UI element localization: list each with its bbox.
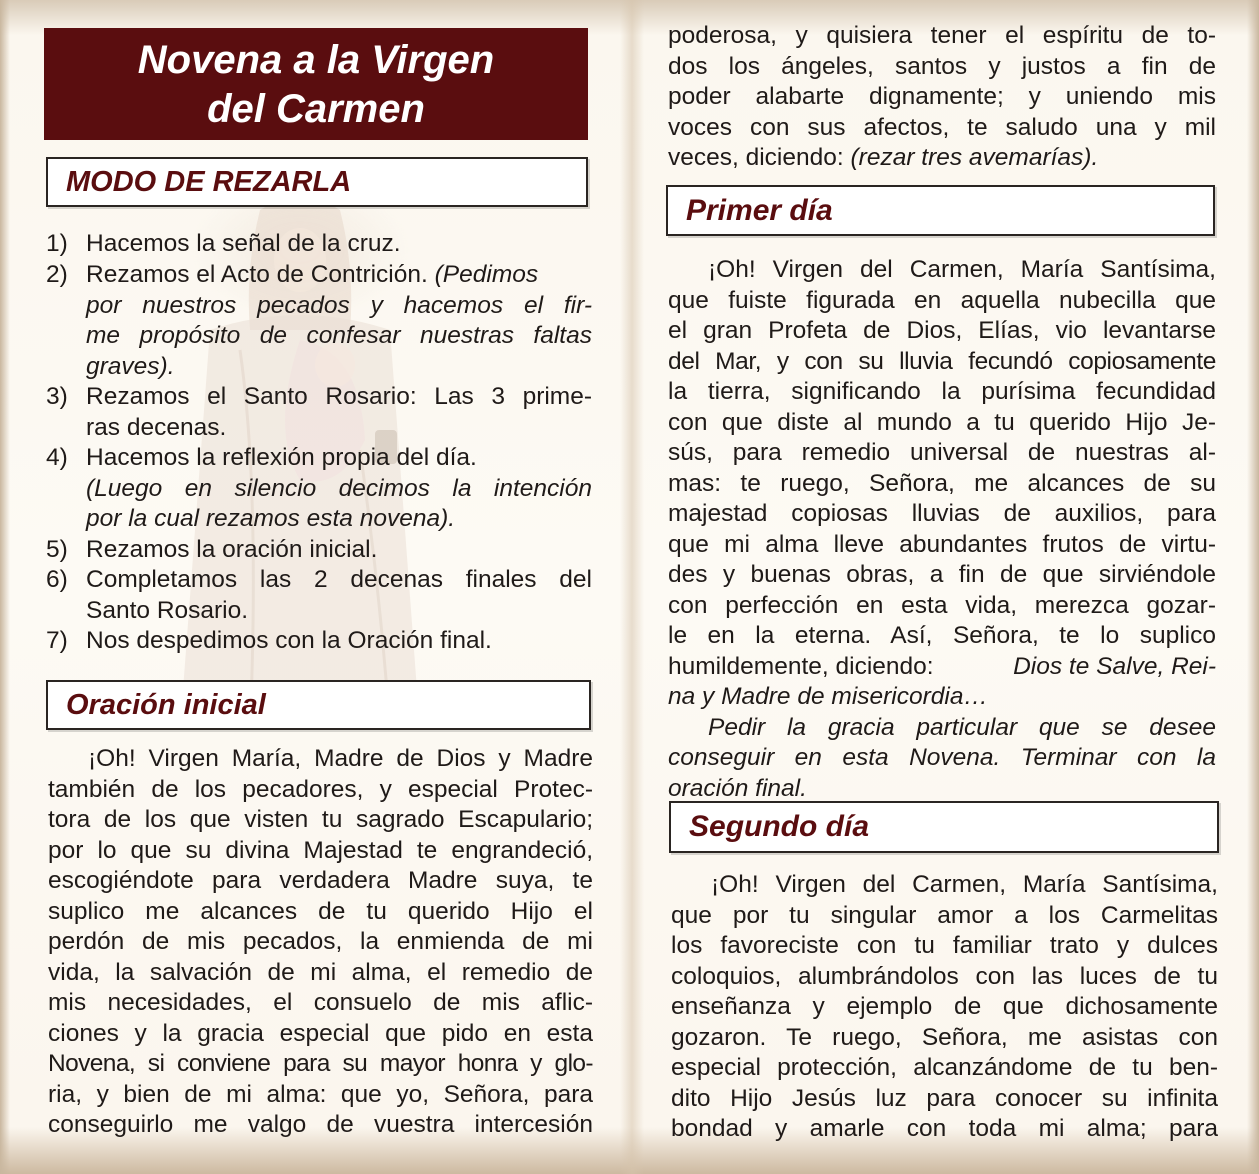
paragraph-line: mas: te ruego, Señora, me alcances de su xyxy=(668,469,1216,497)
paragraph-line: enseñanza y ejemplo de que dichosamente xyxy=(671,993,1218,1020)
list-item xyxy=(46,626,594,657)
primer-dia-body xyxy=(668,255,1216,804)
list-item-number: 3) xyxy=(46,383,68,410)
modo-header-label: MODO DE REZARLA xyxy=(66,166,352,198)
paragraph-line: coloquios, alumbrándolos con las luces de tu xyxy=(671,962,1218,990)
paragraph-line: poder alabarte dignamente; y uniendo mis xyxy=(668,83,1216,110)
paragraph-line: poderosa, y quisiera tener el espíritu de to- xyxy=(668,22,1216,49)
paragraph-line: des y buenas obras, a fin de que sirviéndole xyxy=(668,561,1216,588)
list-item-text: Rezamos el Acto de Contrición. xyxy=(86,261,428,288)
paragraph-line: conseguirlo me valgo de vuestra intercesión xyxy=(48,1111,593,1138)
paragraph-text-italic: na y Madre de misericordia… xyxy=(668,683,988,710)
list-item-text-italic: por la cual rezamos esta novena). xyxy=(86,505,456,532)
list-item xyxy=(46,565,594,626)
list-item-text-italic: me propósito de confesar nuestras faltas xyxy=(86,322,592,349)
list-item-number: 6) xyxy=(46,566,68,593)
title-line-1: Novena a la Virgen xyxy=(137,38,495,82)
title-line-2: del Carmen xyxy=(207,87,425,131)
paragraph-text-italic: Dios te Salve, Rei- xyxy=(1013,652,1216,680)
paragraph-line: perdón de mis pecados, la enmienda de mi xyxy=(48,928,593,955)
oracion-inicial-body xyxy=(48,744,593,1141)
paragraph-line: le en la eterna. Así, Señora, te lo suplico xyxy=(668,622,1216,649)
page-edge-shadow xyxy=(1247,0,1259,1174)
paragraph-line: majestad copiosas lluvias de auxilios, para xyxy=(668,500,1216,527)
paragraph-line: con perfección en esta vida, merezca gozar- xyxy=(668,591,1216,619)
paragraph-line: dito Hijo Jesús luz para conocer su infinita xyxy=(671,1084,1218,1112)
instruction-line: Pedir la gracia particular que se desee xyxy=(708,713,1216,741)
list-item xyxy=(46,260,594,382)
list-item xyxy=(46,382,594,443)
paragraph-line xyxy=(668,143,1216,174)
paragraph-line: con que diste al mundo a tu querido Hijo Je- xyxy=(668,408,1216,436)
paragraph-line: Novena, si conviene para su mayor honra y glo- xyxy=(48,1050,593,1077)
paragraph-line: también de los pecadores, y especial Protec- xyxy=(48,775,593,803)
segundo-dia-header xyxy=(669,801,1219,853)
primer-dia-header xyxy=(666,185,1215,236)
paragraph-line: que por tu singular amor a los Carmelitas xyxy=(671,901,1218,929)
paragraph-line: ¡Oh! Virgen María, Madre de Dios y Madre xyxy=(88,745,593,772)
paragraph-line: vida, la salvación de mi alma, el remedio de xyxy=(48,958,593,986)
list-item-number: 1) xyxy=(46,230,68,257)
paragraph-line: tora de los que visten tu sagrado Escapulario; xyxy=(48,806,593,833)
page-edge-shadow xyxy=(0,0,10,1174)
paragraph-line: gozaron. Te ruego, Señora, me asistas con xyxy=(671,1023,1218,1051)
list-item-text-italic: (Luego en silencio decimos la intención xyxy=(86,474,592,502)
list-item-text: Rezamos el Santo Rosario: Las 3 prime- xyxy=(86,383,592,410)
paragraph-line: que mi alma lleve abundantes frutos de virtu- xyxy=(668,530,1216,558)
segundo-dia-header-label: Segundo día xyxy=(689,810,869,843)
paragraph-line: que fuiste figurada en aquella nubecilla que xyxy=(668,286,1216,314)
paragraph-text: humildemente, diciendo: xyxy=(668,652,934,680)
paragraph-line: la tierra, significando la purísima fecundidad xyxy=(668,378,1216,405)
modo-list xyxy=(46,229,594,657)
oracion-inicial-header-label: Oración inicial xyxy=(66,689,266,721)
paragraph-line: ria, y bien de mi alma: que yo, Señora, para xyxy=(48,1080,593,1108)
list-item-text: Nos despedimos con la Oración final. xyxy=(86,627,492,654)
paragraph-line: mis necesidades, el consuelo de mis aflic- xyxy=(48,989,593,1016)
primer-dia-header-label: Primer día xyxy=(686,194,833,227)
paragraph-line: ¡Oh! Virgen del Carmen, María Santísima, xyxy=(711,871,1218,898)
list-item-number: 5) xyxy=(46,535,68,563)
list-item-text: Hacemos la reflexión propia del día. xyxy=(86,444,477,471)
instruction-line: conseguir en esta Novena. Terminar con la xyxy=(668,744,1216,771)
paragraph-line: sús, para remedio universal de nuestras al- xyxy=(668,439,1216,466)
paragraph-line: ¡Oh! Virgen del Carmen, María Santísima, xyxy=(708,256,1216,283)
paragraph-line: del Mar, y con su lluvia fecundó copiosamente xyxy=(668,347,1216,375)
list-item-text: ras decenas. xyxy=(86,413,227,441)
segundo-dia-body xyxy=(671,870,1218,1145)
instruction-line: oración final. xyxy=(668,774,807,802)
list-item-number: 7) xyxy=(46,627,68,654)
list-item-number: 2) xyxy=(46,261,68,288)
list-item xyxy=(46,443,594,535)
paragraph-line: bondad y amarle con toda mi alma; para xyxy=(671,1115,1218,1142)
oracion-inicial-continuation xyxy=(668,21,1216,174)
paragraph-line: especial protección, alcanzándome de tu ben- xyxy=(671,1054,1218,1081)
list-item-text-italic: graves). xyxy=(86,352,175,380)
list-item-text: Rezamos la oración inicial. xyxy=(86,535,378,563)
page-fold xyxy=(620,0,644,1174)
paragraph-text: veces, diciendo: xyxy=(668,144,851,171)
oracion-inicial-header xyxy=(46,680,591,730)
paragraph-line: ciones y la gracia especial que pido en esta xyxy=(48,1019,593,1047)
novena-title xyxy=(44,28,588,140)
paragraph-line: los favoreciste con tu familiar trato y dulces xyxy=(671,932,1218,959)
list-item-text: Santo Rosario. xyxy=(86,596,249,624)
paragraph-line: suplico me alcances de tu querido Hijo el xyxy=(48,897,593,925)
list-item xyxy=(46,229,594,260)
list-item-text: Completamos las 2 decenas finales del xyxy=(86,566,592,593)
paragraph-line: el gran Profeta de Dios, Elías, vio levantarse xyxy=(668,317,1216,344)
list-item xyxy=(46,535,594,566)
paragraph-line: por lo que su divina Majestad te engrandeció, xyxy=(48,836,593,864)
paragraph-text-italic: (rezar tres avemarías). xyxy=(850,144,1099,171)
list-item-number: 4) xyxy=(46,444,68,471)
paragraph-line: dos los ángeles, santos y justos a fin de xyxy=(668,52,1216,80)
paragraph-line: escogiéndote para verdadera Madre suya, te xyxy=(48,867,593,894)
paragraph-line xyxy=(668,652,1216,683)
modo-header xyxy=(46,157,588,207)
list-item-text-italic: por nuestros pecados y hacemos el fir- xyxy=(86,291,592,319)
paragraph-line: voces con sus afectos, te saludo una y mil xyxy=(668,113,1216,141)
list-item-text-italic: (Pedimos xyxy=(434,261,539,288)
list-item-text: Hacemos la señal de la cruz. xyxy=(86,230,401,257)
